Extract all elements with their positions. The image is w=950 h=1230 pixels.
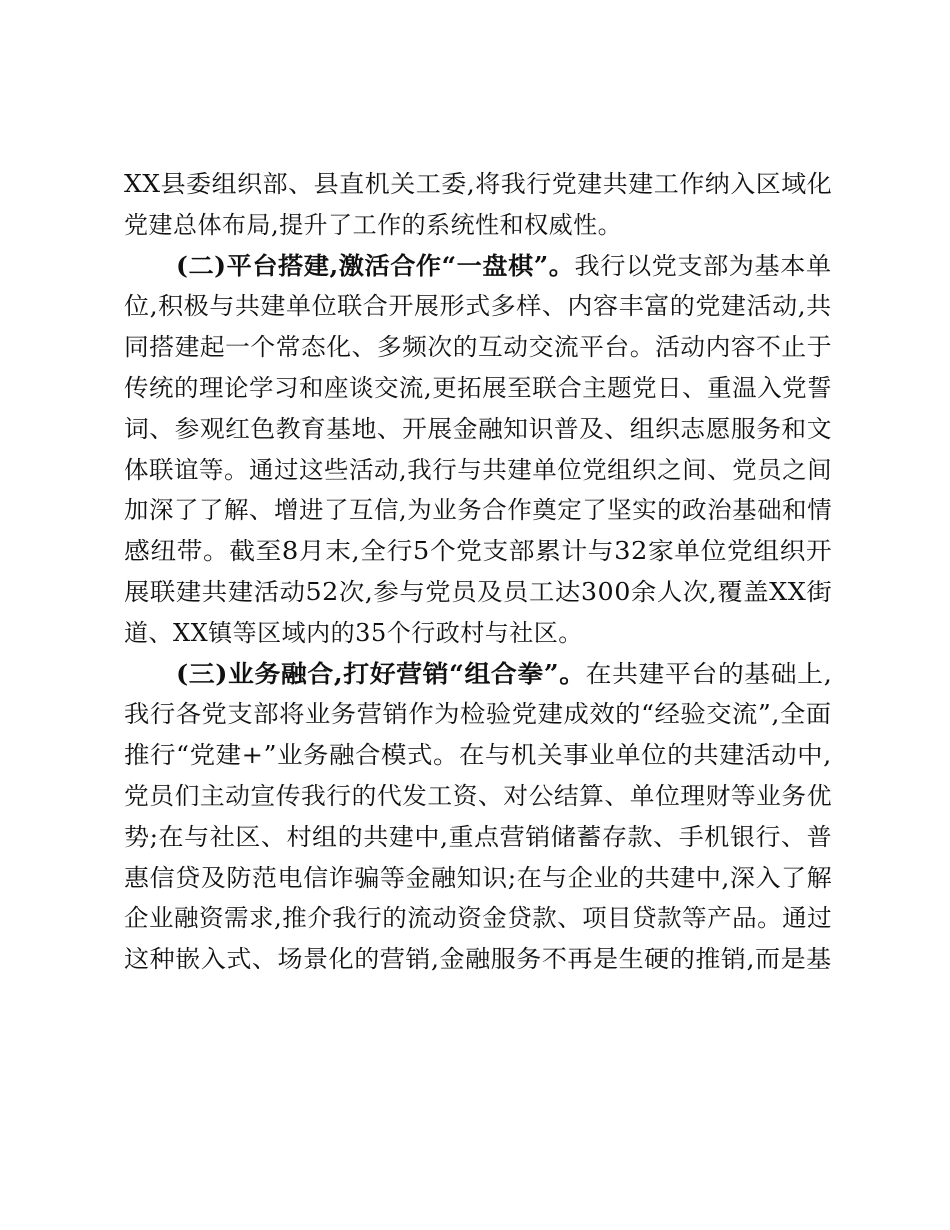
- line-text: 我行以党支部为基本单: [574, 251, 832, 280]
- line-text: 位,积极与共建单位联合开展形式多样、内容丰富的党建活动,共: [124, 292, 832, 321]
- section-heading: (二)平台搭建,激活合作“一盘棋”。: [176, 250, 575, 280]
- text-line: [124, 613, 583, 653]
- text-line: [124, 694, 832, 734]
- line-text: 道、XX镇等区域内的35个行政村与社区。: [124, 618, 583, 647]
- line-text: 感纽带。截至8月末,全行5个党支部累计与32家单位党组织开: [124, 537, 833, 566]
- text-line: [124, 939, 832, 979]
- line-text: 加深了了解、增进了互信,为业务合作奠定了坚实的政治基础和情: [124, 496, 833, 525]
- text-line: [124, 572, 832, 612]
- text-line: [124, 490, 832, 530]
- line-text: 惠信贷及防范电信诈骗等金融知识;在与企业的共建中,深入了解: [124, 863, 833, 892]
- text-line: [124, 450, 832, 490]
- line-text: 同搭建起一个常态化、多频次的互动交流平台。活动内容不止于: [124, 333, 832, 362]
- text-line: [124, 205, 622, 245]
- text-line: [124, 531, 832, 571]
- text-line: [124, 898, 832, 938]
- text-line: [124, 409, 832, 449]
- text-line: [124, 735, 832, 775]
- line-text: 推行“党建+”业务融合模式。在与机关事业单位的共建活动中,: [124, 741, 832, 770]
- line-text: XX县委组织部、县直机关工委,将我行党建共建工作纳入区域化: [124, 170, 833, 198]
- text-line: [176, 246, 832, 286]
- line-text: 在共建平台的基础上,: [585, 659, 833, 688]
- line-text: 体联谊等。通过这些活动,我行与共建单位党组织之间、党员之间: [124, 455, 833, 484]
- line-text: 展联建共建活动52次,参与党员及员工达300余人次,覆盖XX街: [124, 578, 833, 606]
- section-heading: (三)业务融合,打好营销“组合拳”。: [176, 658, 586, 688]
- line-text: 这种嵌入式、场景化的营销,金融服务不再是生硬的推销,而是基: [124, 945, 832, 974]
- text-line: [176, 654, 832, 694]
- line-text: 词、参观红色教育基地、开展金融知识普及、组织志愿服务和文: [124, 414, 832, 443]
- line-text: 党员们主动宣传我行的代发工资、对公结算、单位理财等业务优: [124, 782, 832, 810]
- text-line: [124, 164, 832, 204]
- line-text: 势;在与社区、村组的共建中,重点营销储蓄存款、手机银行、普: [124, 822, 833, 851]
- text-line: [124, 368, 832, 408]
- line-text: 党建总体布局,提升了工作的系统性和权威性。: [124, 210, 623, 239]
- line-text: 传统的理论学习和座谈交流,更拓展至联合主题党日、重温入党誓: [124, 374, 833, 402]
- line-text: 我行各党支部将业务营销作为检验党建成效的“经验交流”,全面: [124, 700, 832, 729]
- text-line: [124, 286, 832, 326]
- text-line: [124, 817, 832, 857]
- text-line: [124, 776, 832, 816]
- line-text: 企业融资需求,推介我行的流动资金贷款、项目贷款等产品。通过: [124, 904, 833, 933]
- text-line: [124, 858, 832, 898]
- text-line: [124, 327, 832, 367]
